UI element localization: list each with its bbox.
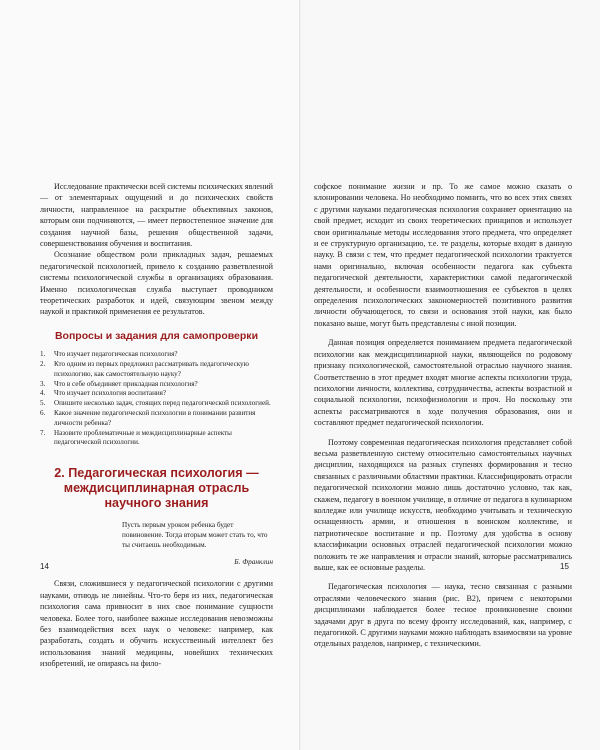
epigraph-author: Б. Франклин — [234, 556, 273, 566]
left-paragraph-2: Осознание обществом роли прикладных задач, решаемых педагогической психологией, привело к созданию разветвленной системы психологической службы в организациях образования. Именно психологическая служба выступает проводником теоретических разработок и идей, связующим звеном между наукой и практикой применения ее результатов. — [40, 250, 273, 317]
left-page-text — [40, 181, 273, 670]
question-text: Назовите проблематичные и междисциплинарные аспекты педагогической психологии. — [54, 428, 232, 447]
right-paragraph-2: Данная позиция определяется пониманием предмета педагогической психологии как междисциплинарной науки, являющейся по родовому признаку психологической, самостоятельной отраслью научного знания. Соответственно в этот предмет входят многие аспекты психологии труда, психологии личности, коллектива, сотрудничества, аспекты возрастной и социальной психологии, психофизиологии и проч. Но поскольку эти аспекты рассматриваются в ходе получения образования, они и составляют предмет педагогической психологии. — [314, 338, 572, 428]
question-number: 7. — [40, 428, 46, 437]
right-paragraph-3: Поэтому современная педагогическая психология представляет собой весьма разветвленную систему относительно самостоятельных научных дисциплин, находящихся на разных ступенях формирования и тесно связанных с различными областями практики. Классифицировать отрасли педагогической психологии можно лишь достаточно условно, так как, скажем, педагогу в военном училище, в отличие от педагога в кулинарном колледже или училище искусств, необходимо учитывать и техническую оснащенность армии, и отношения в воинском коллективе, и патриотическое воспитание и пр. Поэтому для удобства в основу классификации основных отраслей педагогической психологии можно положить те же направления и отрасли знаний, которые рассматривались выше, как ее основные разделы. — [314, 437, 572, 572]
question-number: 2. — [40, 360, 46, 369]
page-number-right: 15 — [560, 562, 569, 571]
question-item — [40, 409, 273, 429]
question-number: 3. — [40, 379, 46, 388]
question-text: Что изучает психология воспитания? — [54, 389, 167, 398]
question-text: Что изучает педагогическая психология? — [54, 350, 178, 359]
section-title — [40, 466, 273, 511]
question-text: Что в себе объединяет прикладная психология? — [54, 379, 198, 388]
epigraph — [122, 521, 273, 566]
question-number: 4. — [40, 389, 46, 398]
section-title-line-2: междисциплинарная отрасль научного знания — [63, 481, 250, 511]
page-number-left: 14 — [40, 562, 49, 571]
question-item — [40, 350, 273, 360]
left-paragraph-3: Связи, сложившиеся у педагогической психологии с другими науками, отнюдь не линейны. Что-то беря из них, педагогическая психология сама привносит в них свое понимание сущности человека. Более того, наиболее важные исследования невозможны без взаимодействия всех наук о человеке: например, как разработать, создать и обучить искусственный интеллект без использования знаний медицины, новейших технических изобретений, не опираясь на фило- — [40, 579, 273, 669]
question-text: Какое значение педагогической психологии в понимании развития личности ребенка? — [54, 409, 256, 427]
epigraph-quote: Пусть первым уроком ребенка будет повиновение. Тогда вторым может стать то, что ты считаешь необходимым. — [122, 521, 268, 549]
question-item — [40, 389, 273, 399]
question-item — [40, 360, 273, 380]
question-item — [40, 399, 273, 409]
question-text: Опишите несколько задач, стоящих перед педагогической психологией. — [54, 399, 271, 408]
question-text: Кто одним из первых предложил рассматривать педагогическую психологию, как самостоятельную науку? — [54, 360, 249, 378]
questions-heading: Вопросы и задания для самопроверки — [54, 329, 259, 342]
right-paragraph-4: Педагогическая психология — наука, тесно связанная с разными отраслями человеческого знания (рис. В2), причем с некоторыми дисциплинами наблюдается более тесное проникновение своими задачами друг в друга по всему фронту исследований, как, например, с педагогикой. С другими науками можно наблюдать взаимосвязи на уровне отдельных разделов, например, с техническими. — [314, 582, 572, 649]
questions-list — [40, 350, 273, 448]
question-item — [40, 380, 273, 390]
right-paragraph-1: софское понимание жизни и пр. То же самое можно сказать о клонировании человека. Но необходимо помнить, что во всех этих связях с другими науками педагогическая психология сохраняет ориентацию на свой предмет, исходит из своих теоретических принципов и использует свои оригинальные методы исследования этого предмета, что определяет и ее структурную организацию, т.е. те разделы, которые входят в данную науку. В связи с тем, что предмет педагогической психологии трактуется нами оригинально, включая особенности педагога как субъекта педагогической деятельности, характеристики самой педагогической деятельности, и особенности взаимоотношения ее субъектов в целях определения психологических закономерностей позитивного развития личности обучающегося, то связи и основания этой науки, как было показано выше, могут быть представлены с иной позиции. — [314, 182, 572, 328]
question-number: 1. — [40, 350, 46, 359]
question-number: 6. — [40, 409, 46, 418]
question-number: 5. — [40, 399, 46, 408]
right-page-text — [314, 181, 572, 650]
question-item — [40, 429, 273, 449]
left-paragraph-1: Исследование практически всей системы психических явлений — от элементарных ощущений и до психических свойств личности, направленное на раскрытие объективных законов, которым они подчиняются, — имеет первостепенное значение для создания научной базы, решения общественной задачи, совершенствования обучения и воспитания. — [40, 182, 273, 249]
section-title-line-1: 2. Педагогическая психология — — [54, 466, 259, 481]
